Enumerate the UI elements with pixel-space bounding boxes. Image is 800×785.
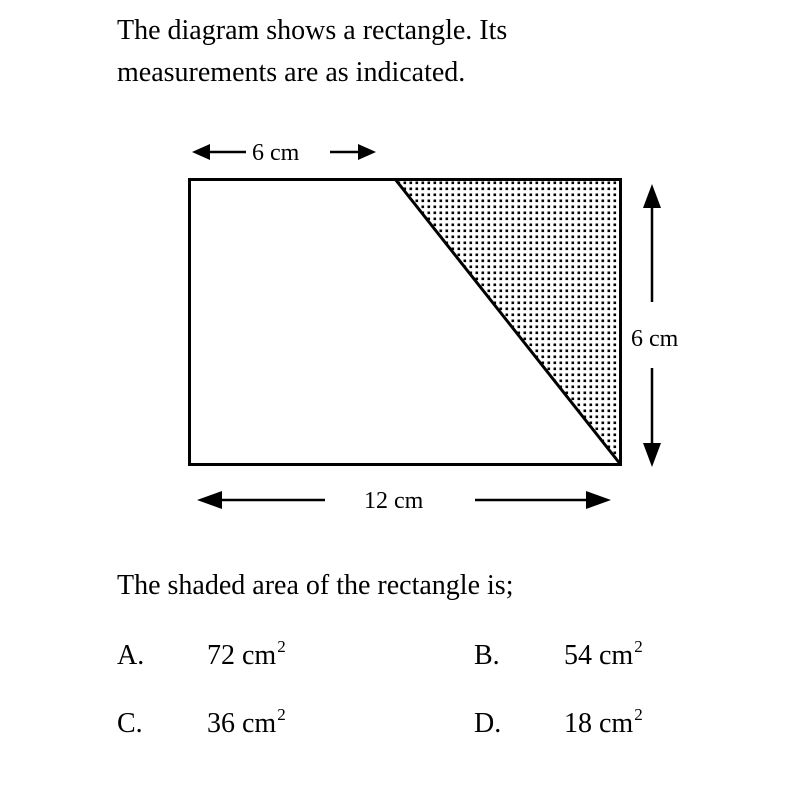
option-a-letter: A. (117, 640, 145, 671)
option-d-letter: D. (474, 708, 502, 739)
option-d-value: 18 $cm^2$ (564, 705, 643, 739)
option-a-exponent: 2 (277, 637, 286, 656)
question-text: The shaded area of the rectangle is; (117, 570, 514, 601)
option-c-letter: C. (117, 708, 143, 739)
arrow-right-icon (358, 144, 376, 160)
arrow-left-icon (192, 144, 210, 160)
option-a[interactable] (117, 638, 377, 674)
option-b[interactable] (474, 638, 734, 674)
right-dimension-label: 6 cm (631, 326, 679, 352)
bottom-dimension (197, 488, 611, 514)
arrow-down-icon (643, 443, 661, 467)
option-b-letter: B. (474, 640, 500, 671)
option-b-exponent: 2 (634, 637, 643, 656)
option-c[interactable] (117, 706, 377, 742)
option-c-value: 36 $cm^2$ (207, 705, 286, 739)
right-dimension (631, 184, 679, 467)
intro-line-2: measurements are as indicated. (117, 57, 466, 88)
option-c-exponent: 2 (277, 705, 286, 724)
top-dimension-label: 6 cm (252, 140, 300, 166)
option-d[interactable] (474, 706, 734, 742)
top-dimension (192, 140, 376, 166)
option-b-value: 54 $cm^2$ (564, 637, 643, 671)
arrow-right-icon (586, 491, 611, 509)
bottom-dimension-label: 12 cm (364, 488, 424, 514)
intro-line-1: The diagram shows a rectangle. Its (117, 15, 508, 46)
arrow-up-icon (643, 184, 661, 208)
option-d-exponent: 2 (634, 705, 643, 724)
option-a-value: 72 $cm^2$ (207, 637, 286, 671)
arrow-left-icon (197, 491, 222, 509)
